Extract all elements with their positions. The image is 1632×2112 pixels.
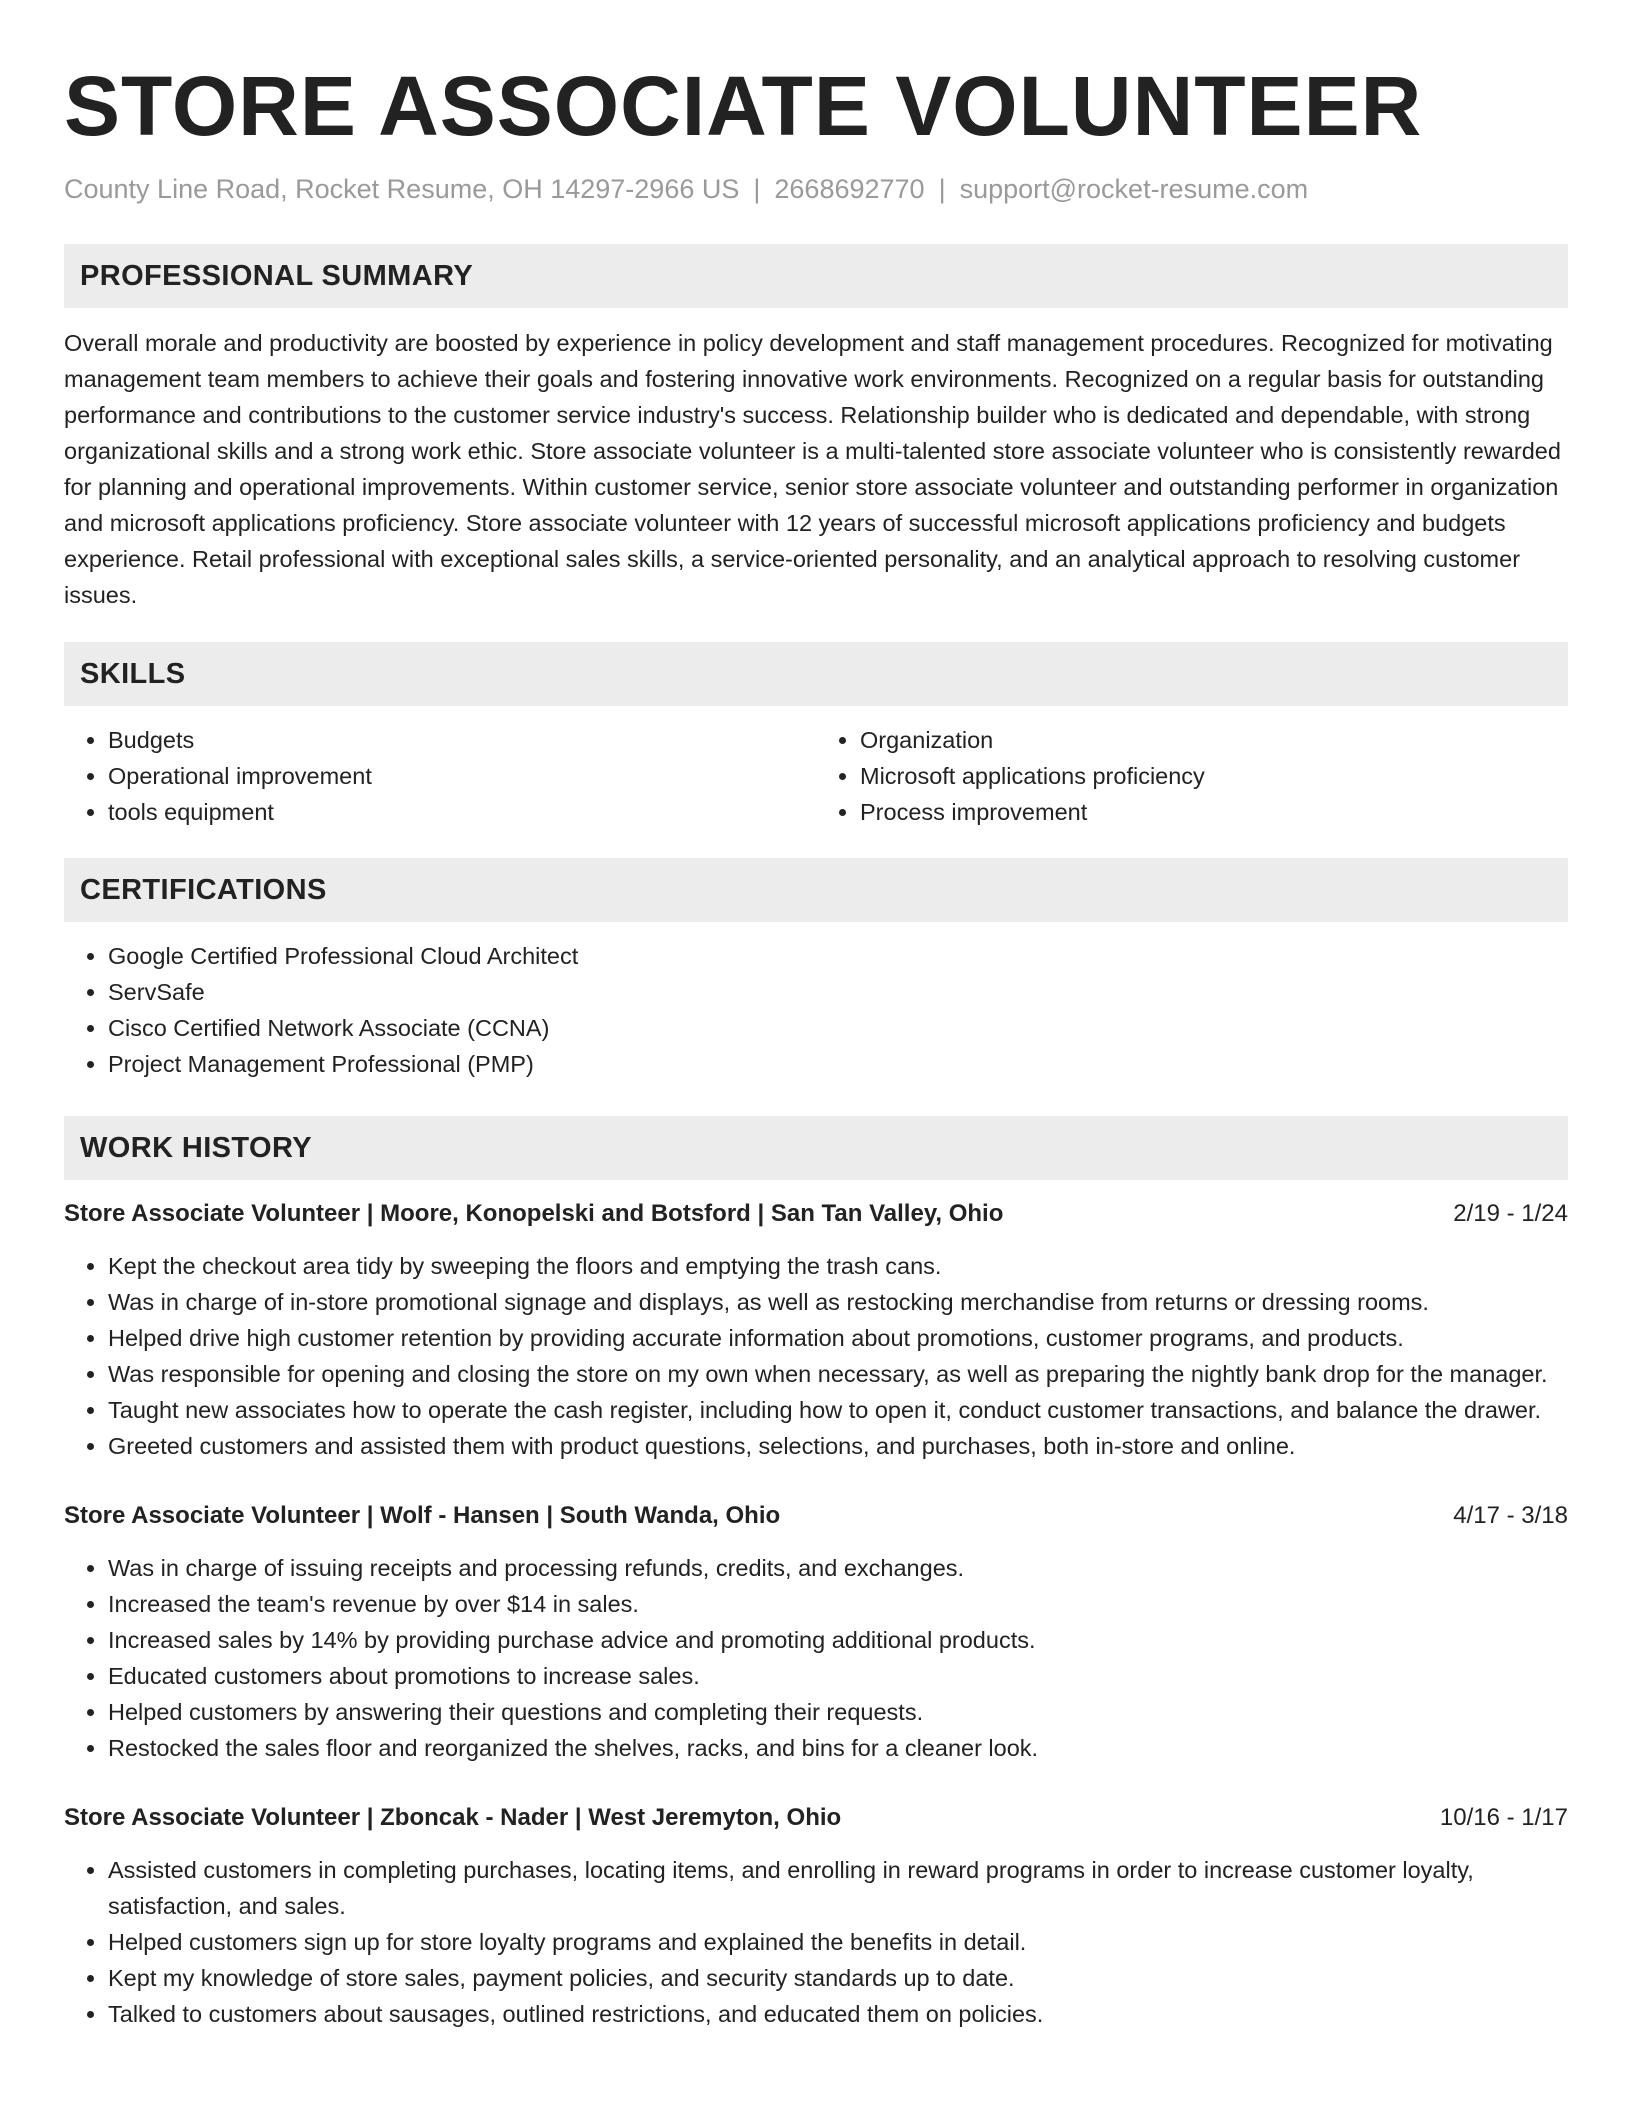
job-duties-list bbox=[64, 1852, 1568, 2032]
job-duty: • Greeted customers and assisted them with product questions, selections, and purchases, both in-store and online. bbox=[108, 1428, 1568, 1464]
contact-address: County Line Road, Rocket Resume, OH 14297-2966 US bbox=[64, 174, 740, 204]
contact-line bbox=[64, 172, 1568, 206]
certification-item: • Cisco Certified Network Associate (CCNA) bbox=[108, 1010, 1568, 1046]
summary-text: Overall morale and productivity are boosted by experience in policy development and staff management procedures. Recognized for motivating management team members to achieve their goals and fostering innovative work environments. Recognized on a regular basis for outstanding performance and contributions to the customer service industry's success. Relationship builder who is dedicated and dependable, with strong organizational skills and a strong work ethic. Store associate volunteer is a multi-talented store associate volunteer who is consistently rewarded for planning and operational improvements. Within customer service, senior store associate volunteer and outstanding performer in organization and microsoft applications proficiency. Store associate volunteer with 12 years of successful microsoft applications proficiency and budgets experience. Retail professional with exceptional sales skills, a service-oriented personality, and an analytical approach to resolving customer issues. bbox=[64, 330, 1561, 608]
candidate-name: STORE ASSOCIATE VOLUNTEER bbox=[64, 59, 1423, 153]
job-duty: • Talked to customers about sausages, outlined restrictions, and educated them on policies. bbox=[108, 1996, 1568, 2032]
certification-item: • Project Management Professional (PMP) bbox=[108, 1046, 1568, 1082]
job-header bbox=[64, 1498, 1568, 1534]
job-title: Store Associate Volunteer | Moore, Konopelski and Botsford | San Tan Valley, Ohio bbox=[64, 1200, 1004, 1227]
work-history-section-header: WORK HISTORY bbox=[64, 1116, 1568, 1180]
summary-section-header: PROFESSIONAL SUMMARY bbox=[64, 244, 1568, 308]
job-duty: • Was in charge of issuing receipts and processing refunds, credits, and exchanges. bbox=[108, 1550, 1568, 1586]
skill-item: • tools equipment bbox=[108, 794, 816, 830]
job-duty: • Kept the checkout area tidy by sweeping the floors and emptying the trash cans. bbox=[108, 1248, 1568, 1284]
contact-separator: | bbox=[938, 174, 946, 204]
job-entry bbox=[64, 1196, 1568, 1464]
job-duty: • Was in charge of in-store promotional signage and displays, as well as restocking merchandise from returns or dressing rooms. bbox=[108, 1284, 1568, 1320]
job-dates: 10/16 - 1/17 bbox=[1439, 1804, 1568, 1831]
skills-column-left bbox=[64, 722, 816, 830]
skill-item: • Organization bbox=[860, 722, 1568, 758]
job-duty: • Was responsible for opening and closing the store on my own when necessary, as well as preparing the nightly bank drop for the manager. bbox=[108, 1356, 1568, 1392]
job-duty: • Helped drive high customer retention by providing accurate information about promotions, customer programs, and products. bbox=[108, 1320, 1568, 1356]
job-duties-list bbox=[64, 1550, 1568, 1766]
job-duty: • Helped customers sign up for store loyalty programs and explained the benefits in detail. bbox=[108, 1924, 1568, 1960]
job-entry bbox=[64, 1498, 1568, 1766]
skills-column-right bbox=[816, 722, 1568, 830]
skills-list bbox=[64, 722, 1568, 830]
certifications-section-header: CERTIFICATIONS bbox=[64, 858, 1568, 922]
contact-phone: 2668692770 bbox=[774, 174, 925, 204]
job-duty: • Increased the team's revenue by over $14 in sales. bbox=[108, 1586, 1568, 1622]
job-duty: • Taught new associates how to operate the cash register, including how to open it, conduct customer transactions, and balance the drawer. bbox=[108, 1392, 1568, 1428]
certifications-list bbox=[64, 938, 1568, 1082]
job-dates: 4/17 - 3/18 bbox=[1453, 1502, 1568, 1529]
skill-item: • Operational improvement bbox=[108, 758, 816, 794]
skills-section-header: SKILLS bbox=[64, 642, 1568, 706]
certification-item: • ServSafe bbox=[108, 974, 1568, 1010]
contact-email: support@rocket-resume.com bbox=[959, 174, 1309, 204]
resume-page bbox=[64, 56, 1568, 2032]
job-header bbox=[64, 1196, 1568, 1232]
skill-item: • Budgets bbox=[108, 722, 816, 758]
contact-separator: | bbox=[753, 174, 761, 204]
job-header bbox=[64, 1800, 1568, 1836]
job-duty: • Restocked the sales floor and reorganized the shelves, racks, and bins for a cleaner look. bbox=[108, 1730, 1568, 1766]
job-title: Store Associate Volunteer | Zboncak - Nader | West Jeremyton, Ohio bbox=[64, 1804, 842, 1831]
certification-item: • Google Certified Professional Cloud Architect bbox=[108, 938, 1568, 974]
job-entry bbox=[64, 1800, 1568, 2032]
job-title: Store Associate Volunteer | Wolf - Hansen | South Wanda, Ohio bbox=[64, 1502, 781, 1529]
job-duty: • Helped customers by answering their questions and completing their requests. bbox=[108, 1694, 1568, 1730]
job-duty: • Educated customers about promotions to increase sales. bbox=[108, 1658, 1568, 1694]
job-duties-list bbox=[64, 1248, 1568, 1464]
skill-item: • Process improvement bbox=[860, 794, 1568, 830]
job-dates: 2/19 - 1/24 bbox=[1453, 1200, 1568, 1227]
job-duty: • Assisted customers in completing purchases, locating items, and enrolling in reward programs in order to increase customer loyalty, satisfaction, and sales. bbox=[108, 1852, 1568, 1924]
job-duty: • Increased sales by 14% by providing purchase advice and promoting additional products. bbox=[108, 1622, 1568, 1658]
job-duty: • Kept my knowledge of store sales, payment policies, and security standards up to date. bbox=[108, 1960, 1568, 1996]
skill-item: • Microsoft applications proficiency bbox=[860, 758, 1568, 794]
